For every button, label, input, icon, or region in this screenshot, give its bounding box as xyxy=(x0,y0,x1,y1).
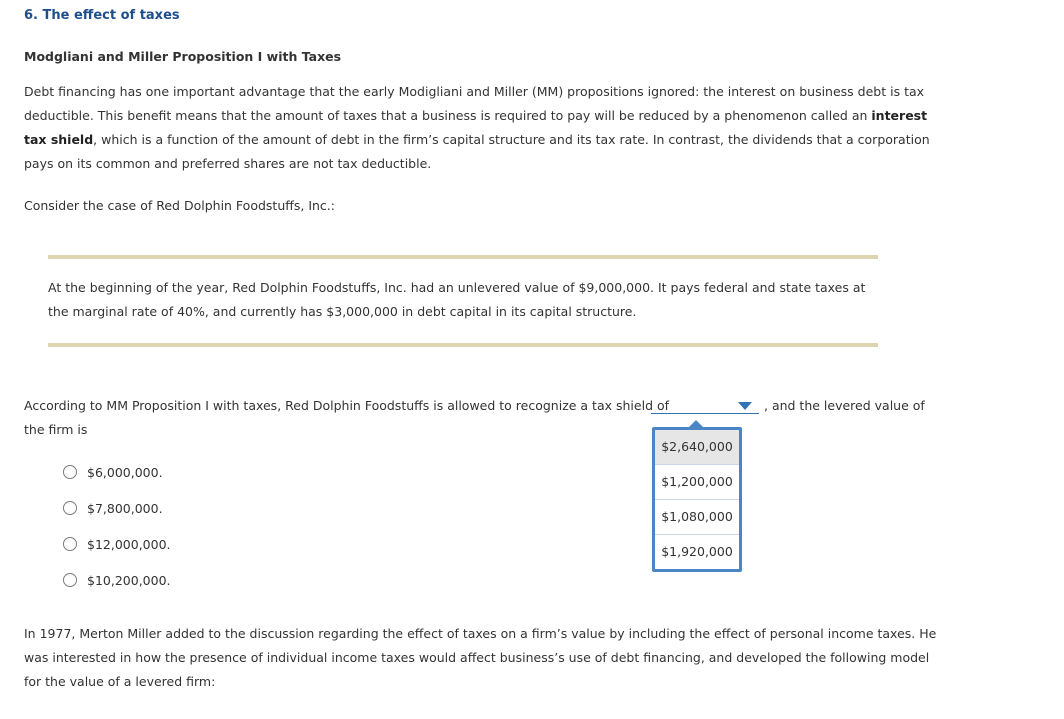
radio-option-label: $6,000,000. xyxy=(87,464,163,480)
sub-title: Modgliani and Miller Proposition I with Taxes xyxy=(24,49,342,64)
intro-text-1: Debt financing has one important advantage that the early Modigliani and Miller (MM) propositions ignored: the interest on business debt is tax deductible. This benefit means that the amount of taxes that a business is required to pay will be reduced by a phenomenon called an xyxy=(24,84,925,123)
tax-shield-dropdown[interactable] xyxy=(651,413,759,414)
case-box-text: At the beginning of the year, Red Dolphin Foodstuffs, Inc. had an unlevered value of $9,000,000. It pays federal and state taxes at the marginal rate of 40%, and currently has $3,000,000 in debt capital in its capital structure. xyxy=(48,280,866,319)
intro-text-2: , which is a function of the amount of debt in the firm’s capital structure and its tax rate. In contrast, the dividends that a corporation pays on its common and preferred shares are not tax deductible. xyxy=(24,132,930,171)
radio-button[interactable] xyxy=(63,501,77,515)
case-box-bottom-rule xyxy=(48,343,878,347)
radio-button[interactable] xyxy=(63,465,77,479)
radio-option-label: $10,200,000. xyxy=(87,572,171,588)
dropdown-option[interactable]: $1,920,000 xyxy=(655,534,739,569)
dropdown-menu xyxy=(652,427,742,572)
radio-option[interactable] xyxy=(63,536,171,552)
dropdown-option[interactable]: $1,200,000 xyxy=(655,464,739,499)
radio-option[interactable] xyxy=(63,572,171,588)
dropdown-option[interactable]: $1,080,000 xyxy=(655,499,739,534)
dropdown-option[interactable]: $2,640,000 xyxy=(655,430,739,464)
radio-option[interactable] xyxy=(63,500,163,516)
case-intro: Consider the case of Red Dolphin Foodstuffs, Inc.: xyxy=(24,198,335,213)
question-text-after-blank: , and the levered value of xyxy=(764,398,925,413)
closing-paragraph: In 1977, Merton Miller added to the discussion regarding the effect of taxes on a firm’s value by including the effect of personal income taxes. He was interested in how the presence of individual income taxes would affect business’s use of debt financing, and developed the following model for the value of a levered firm: xyxy=(24,626,937,689)
section-title: 6. The effect of taxes xyxy=(24,8,180,23)
radio-option-label: $7,800,000. xyxy=(87,500,163,516)
radio-option[interactable] xyxy=(63,464,163,480)
question-text-line2: the firm is xyxy=(24,422,88,437)
intro-paragraph xyxy=(24,80,939,176)
radio-button[interactable] xyxy=(63,537,77,551)
case-box-top-rule xyxy=(48,255,878,259)
question-text: According to MM Proposition I with taxes, Red Dolphin Foodstuffs is allowed to recognize a tax shield of xyxy=(24,398,670,413)
interest-tax-shield-term: interest tax shield xyxy=(24,108,928,147)
radio-button[interactable] xyxy=(63,573,77,587)
dropdown-caret-icon[interactable] xyxy=(738,402,752,410)
radio-option-label: $12,000,000. xyxy=(87,536,171,552)
